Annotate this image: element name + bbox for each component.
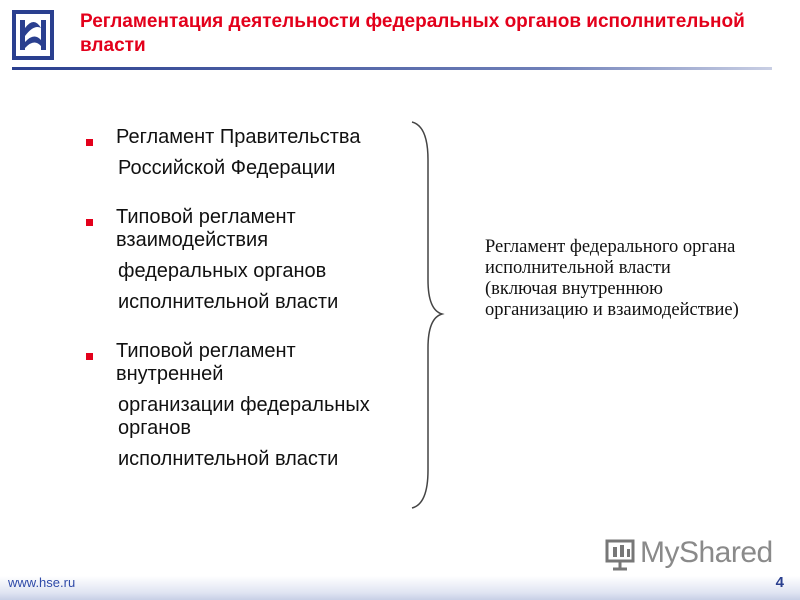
hse-logo (12, 10, 54, 60)
bullet-line: Типовой регламент взаимодействия (116, 206, 296, 251)
bullet-line: федеральных органов (118, 260, 327, 282)
bullet-marker (86, 353, 93, 360)
bullet-line: организации федеральных органов (118, 394, 370, 439)
page-number: 4 (775, 574, 784, 591)
bullet-line: Регламент Правительства (116, 126, 361, 148)
bullet-list (80, 126, 420, 493)
curly-brace (408, 120, 448, 510)
title-divider (12, 67, 772, 70)
bullet-line: исполнительной власти (118, 291, 339, 313)
bullet-item-3 (80, 340, 420, 471)
bullet-line: исполнительной власти (118, 448, 339, 470)
footer-url[interactable]: www.hse.ru (8, 575, 76, 590)
watermark-text: MyShared (640, 536, 773, 569)
bullet-item-2 (80, 206, 420, 314)
bullet-line: Типовой регламент внутренней (116, 340, 296, 385)
bullet-line: Российской Федерации (118, 157, 336, 179)
right-summary-text: Регламент федерального органа исполнительной власти (включая внутреннюю организацию и взаимодействие) (485, 237, 739, 320)
bullet-marker (86, 219, 93, 226)
bullet-marker (86, 139, 93, 146)
slide-title: Регламентация деятельности федеральных органов исполнительной власти (80, 11, 745, 56)
footer-bar (0, 576, 800, 600)
bullet-item-1 (80, 126, 420, 180)
